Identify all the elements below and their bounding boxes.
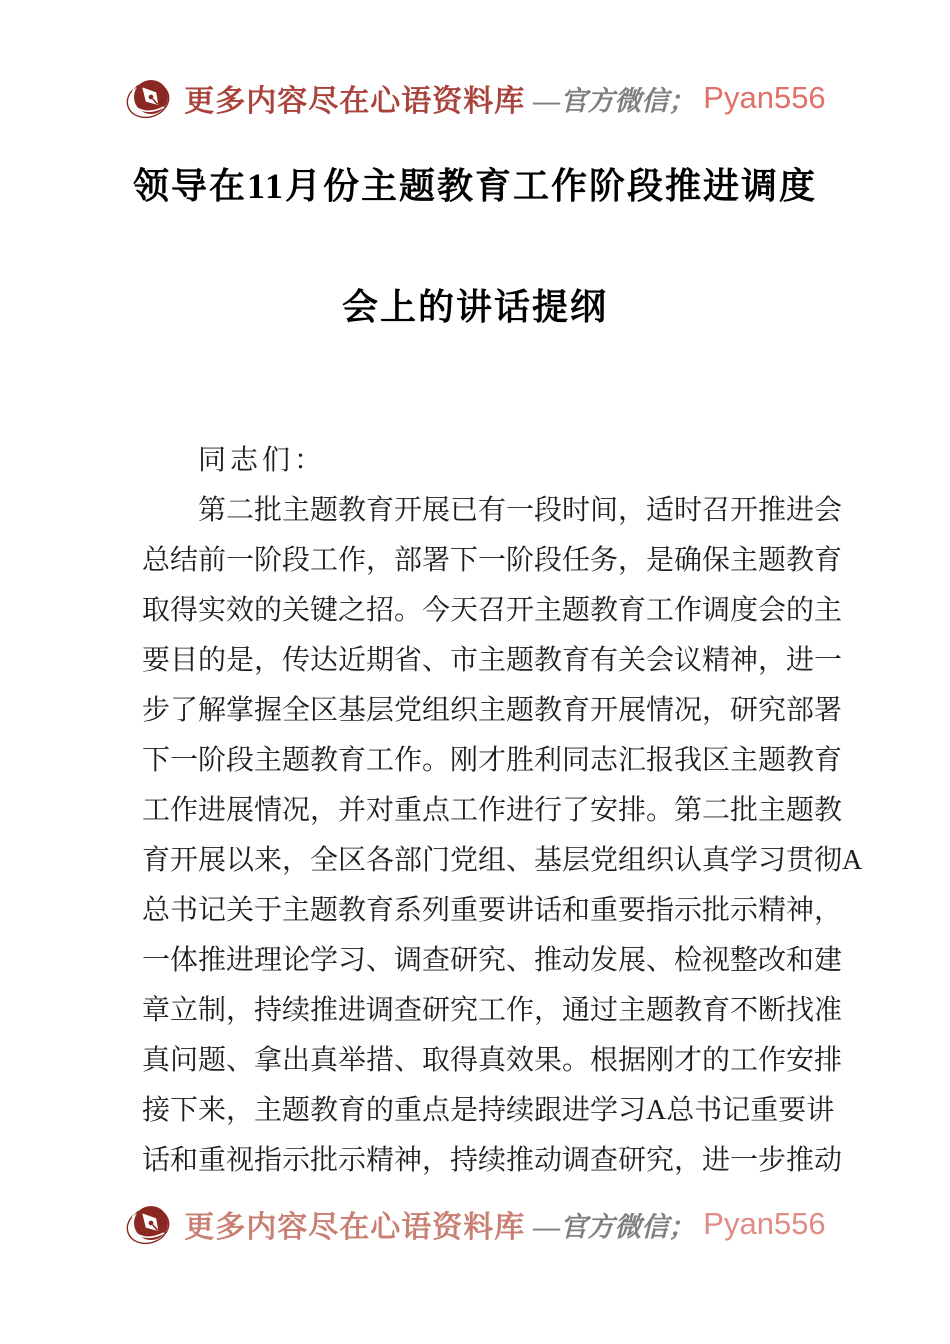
doc-body	[142, 436, 863, 1186]
body-line: 接下来，主题教育的重点是持续跟进学习A总书记重要讲	[142, 1095, 835, 1126]
body-line: 第二批主题教育开展已有一段时间，适时召开推进会	[198, 495, 843, 526]
doc-title-line1: 领导在11月份主题教育工作阶段推进调度	[132, 166, 817, 206]
wechat-id: Pyan556	[703, 80, 826, 115]
body-line: 话和重视指示批示精神，持续推动调查研究，进一步推动	[142, 1145, 843, 1176]
body-line: 工作进展情况，并对重点工作进行了安排。第二批主题教	[142, 795, 843, 826]
body-line: 一体推进理论学习、调查研究、推动发展、检视整改和建	[142, 945, 843, 976]
body-line: 取得实效的关键之招。今天召开主题教育工作调度会的主	[142, 595, 843, 626]
pen-nib-circle-icon	[124, 72, 176, 124]
body-line: 要目的是，传达近期省、市主题教育有关会议精神，进一	[142, 645, 843, 676]
body-line: 育开展以来，全区各部门党组、基层党组织认真学习贯彻A	[142, 845, 863, 876]
header-watermark	[0, 0, 950, 124]
body-line: 下一阶段主题教育工作。刚才胜利同志汇报我区主题教育	[142, 745, 843, 776]
wechat-label: —官方微信；	[533, 85, 696, 116]
brand-text: 更多内容尽在心语资料库	[184, 85, 526, 118]
salutation-line: 同志们：	[198, 445, 327, 476]
brand-text: 更多内容尽在心语资料库	[184, 1211, 526, 1244]
body-line: 步了解掌握全区基层党组织主题教育开展情况，研究部署	[142, 695, 843, 726]
body-line: 总结前一阶段工作，部署下一阶段任务，是确保主题教育	[142, 545, 843, 576]
body-line: 章立制，持续推进调查研究工作，通过主题教育不断找准	[142, 995, 843, 1026]
footer-watermark	[0, 1198, 950, 1250]
pen-nib-circle-icon	[124, 1198, 176, 1250]
wechat-id: Pyan556	[703, 1206, 826, 1241]
wechat-label: —官方微信；	[533, 1211, 696, 1242]
body-line: 真问题、拿出真举措、取得真效果。根据刚才的工作安排	[142, 1045, 843, 1076]
body-line: 总书记关于主题教育系列重要讲话和重要指示批示精神，	[142, 895, 843, 926]
doc-title-line2: 会上的讲话提纲	[341, 287, 608, 327]
